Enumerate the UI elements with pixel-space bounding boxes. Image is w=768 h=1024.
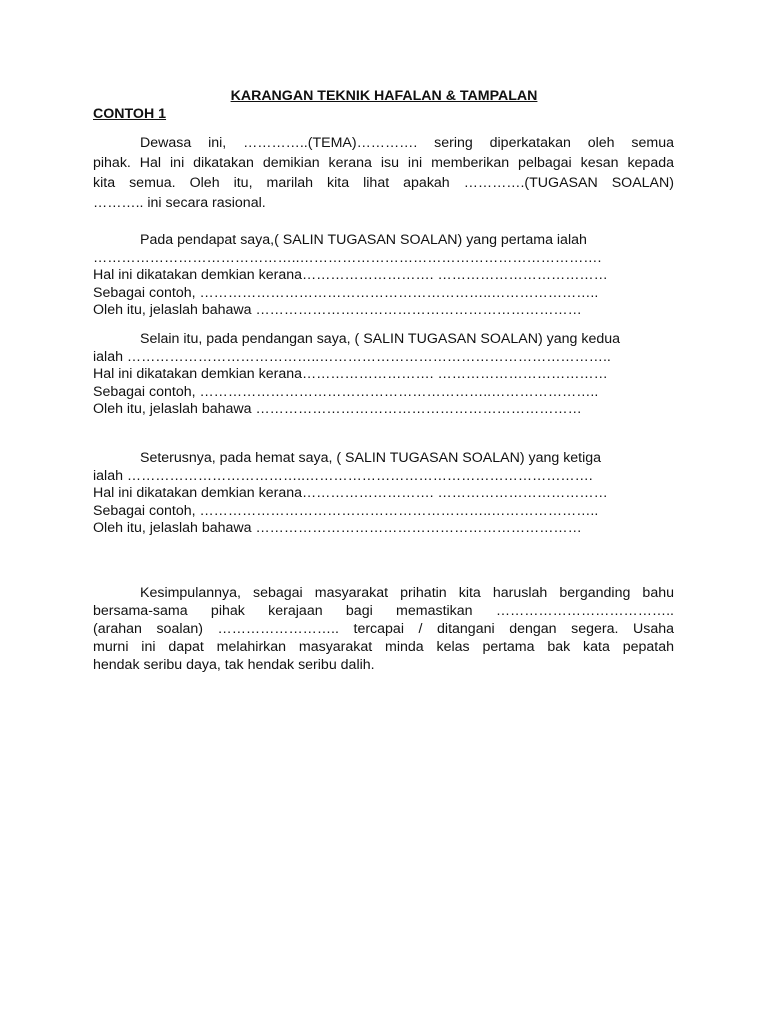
intro-line-4: ……….. ini secara rasional.: [93, 195, 266, 211]
point-3-line-2: ialah ………………………………..…………………………………………………….: [93, 467, 593, 484]
point-1-line-1: Pada pendapat saya,( SALIN TUGASAN SOALAN) yang pertama ialah: [140, 232, 587, 248]
point-3-line-1: Seterusnya, pada hemat saya, ( SALIN TUGASAN SOALAN) yang ketiga: [140, 450, 602, 466]
conclusion-paragraph: [93, 584, 674, 674]
intro-line-1: Dewasa ini, …………..(TEMA)…………. sering diperkatakan oleh semua: [140, 135, 674, 151]
point-3-line-4: Sebagai contoh, ……………………………………………………..…………………..: [93, 502, 599, 519]
intro-line-3: kita semua. Oleh itu, marilah kita lihat apakah ………….(TUGASAN SOALAN): [93, 175, 674, 191]
point-3-line-5: Oleh itu, jelaslah bahawa ……………………………………………………………: [93, 520, 582, 536]
document-subtitle: CONTOH 1: [93, 106, 167, 122]
point-3-paragraph: [93, 450, 674, 538]
intro-line-2: pihak. Hal ini dikatakan demikian kerana isu ini memberikan pelbagai kesan kepada: [93, 155, 674, 171]
point-2-line-4: Sebagai contoh, ……………………………………………………..…………………..: [93, 383, 599, 400]
point-1-line-2: ……………………………………..……………………………………………………….: [93, 249, 602, 266]
point-2-line-2: ialah …………………………………..……………………………………………………..: [93, 348, 611, 365]
conclusion-line-4: murni ini dapat melahirkan masyarakat minda kelas pertama bak kata pepatah: [93, 639, 674, 655]
point-2-line-1: Selain itu, pada pendangan saya, ( SALIN TUGASAN SOALAN) yang kedua: [140, 331, 621, 347]
intro-paragraph: [93, 133, 674, 213]
point-1-line-4: Sebagai contoh, ……………………………………………………..…………………..: [93, 284, 599, 301]
point-1-paragraph: [93, 232, 674, 320]
conclusion-line-3: (arahan soalan) …………………….. tercapai / ditangani dengan segera. Usaha: [93, 621, 674, 637]
point-2-paragraph: [93, 331, 674, 419]
point-2-line-5: Oleh itu, jelaslah bahawa ……………………………………………………………: [93, 401, 582, 417]
point-1-line-5: Oleh itu, jelaslah bahawa ……………………………………………………………: [93, 302, 582, 318]
conclusion-line-1: Kesimpulannya, sebagai masyarakat prihatin kita haruslah berganding bahu: [140, 585, 674, 601]
document-title: KARANGAN TEKNIK HAFALAN & TAMPALAN: [230, 88, 538, 104]
conclusion-line-2: bersama-sama pihak kerajaan bagi memastikan ………………………………..: [93, 603, 674, 619]
point-2-line-3: Hal ini dikatakan demkian kerana………………………. ………………………………: [93, 366, 608, 382]
point-3-line-3: Hal ini dikatakan demkian kerana………………………. ………………………………: [93, 485, 608, 501]
point-1-line-3: Hal ini dikatakan demkian kerana………………………. ………………………………: [93, 267, 608, 283]
conclusion-line-5: hendak seribu daya, tak hendak seribu dalih.: [93, 657, 375, 673]
